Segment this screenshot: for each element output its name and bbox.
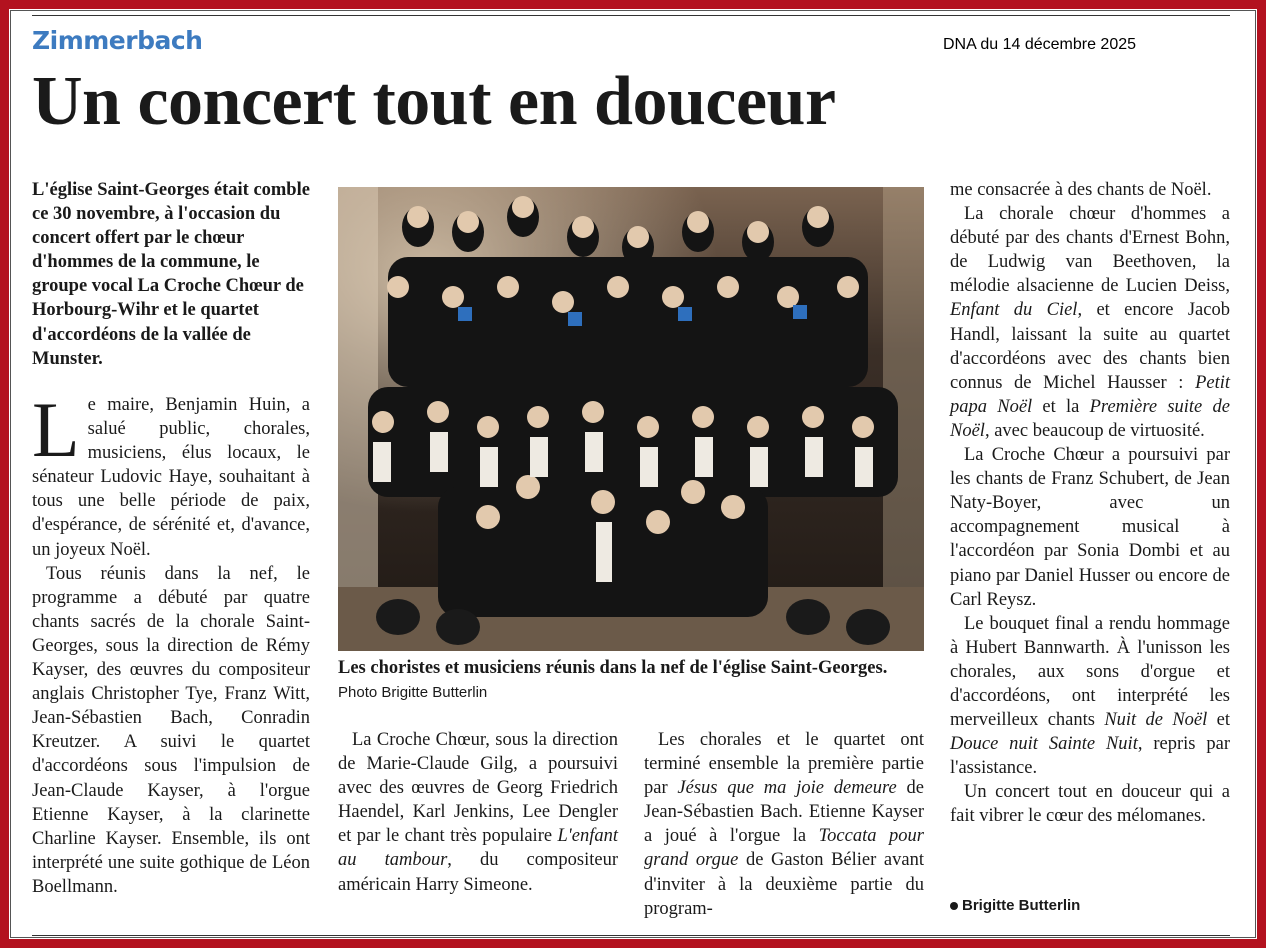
place-kicker: Zimmerbach (32, 26, 203, 55)
song-title: L'enfant au tambour (338, 826, 618, 871)
paragraph: Tous réunis dans la nef, le programme a débuté par quatre chants sacrés de la chorale Saint-Georges, sous la direction de Rémy Kayser, des œuvres du compositeur anglais Christopher Tye, Franz Witt, Jean-Sébastien Bach, Conradin Kreutzer. A suivi le quartet d'accordéons sous l'impulsion de Jean-Claude Kayser, à l'orgue Etienne Kayser, à la clarinette Charline Kayser. Ensemble, ils ont interprété une suite gothique de Léon Boellmann. (32, 563, 310, 897)
text-run: et (1207, 710, 1230, 731)
concert-photo (338, 187, 924, 651)
text-run: , et encore Jacob Handl, laissant la suite au quartet d'accordéons avec des chants bien connus de Michel Hausser : (950, 300, 1230, 393)
paragraph: La Croche Chœur a poursuivi par les chants de Franz Schubert, de Jean Naty-Boyer, avec un accompagnement musical à l'accordéon par Sonia Dombi et au piano par Daniel Husser ou encore de Carl Reysz. (950, 445, 1230, 610)
song-title: Petit papa Noël (950, 372, 1230, 417)
text-run: et la (1032, 396, 1090, 417)
paragraph (644, 728, 924, 921)
song-title: Toccata pour grand orgue (644, 826, 924, 871)
text-run: La chorale chœur d'hommes a débuté par des chants d'Ernest Bohn, de Ludwig van Beethoven, la mélodie alsacienne de Lucien Deiss, (950, 204, 1230, 297)
drop-cap: L (32, 386, 80, 473)
paragraph-text: e maire, Benjamin Huin, a salué public, chorales, musiciens, élus locaux, le sénateur Ludovic Haye, souhaitant à tous une belle période de paix, d'espérance, de sérénité et, d'avance, un joyeux Noël. (32, 395, 310, 560)
source-label: DNA du 14 décembre 2025 (943, 36, 1137, 53)
paragraph: Un concert tout en douceur qui a fait vibrer le cœur des mélomanes. (950, 782, 1230, 827)
text-run: Les chorales et le quartet ont terminé ensemble la première partie par (644, 730, 924, 799)
column-1 (32, 386, 310, 899)
column-3 (644, 728, 924, 921)
text-run: , avec beaucoup de virtuosité. (984, 420, 1205, 441)
text-run: La Croche Chœur, sous la direction de Marie-Claude Gilg, a poursuivi avec des œuvres de Georg Friedrich Haendel, Karl Jenkins, Lee Dengler et par le chant très populaire (338, 730, 618, 847)
paragraph (950, 612, 1230, 781)
paragraph (950, 202, 1230, 443)
song-title: Première suite de Noël (950, 396, 1230, 441)
text-run: , du compositeur américain Harry Simeone. (338, 850, 619, 895)
choir-photo-illustration (338, 187, 924, 651)
song-title: Jésus que ma joie demeure (677, 778, 897, 799)
author-name: Brigitte Butterlin (962, 897, 1081, 914)
bottom-rule (32, 935, 1230, 936)
text-run: de Jean-Sébastien Bach. Etienne Kayser a joué à l'orgue la (644, 778, 925, 847)
top-rule (32, 15, 1230, 16)
photo-credit: Photo Brigitte Butterlin (338, 684, 488, 701)
song-title: Douce nuit Sainte Nuit (950, 734, 1138, 755)
byline (950, 897, 1080, 914)
text-run: de Gaston Bélier avant d'inviter à la deuxième partie du program- (644, 850, 924, 919)
column-4 (950, 178, 1230, 829)
text-run: Le bouquet final a rendu hommage à Hubert Bannwarth. À l'unisson les chorales, aux sons d'orgue et d'accordéons, ont interprété les merveilleux chants (950, 613, 1230, 731)
caption-text: Les choristes et musiciens réunis dans la nef de l'église Saint-Georges. (338, 658, 888, 678)
song-title: Enfant du Ciel (950, 300, 1078, 321)
photo-caption (338, 656, 924, 705)
headline: Un concert tout en douceur (32, 63, 836, 140)
column-2 (338, 728, 618, 897)
paragraph (32, 386, 310, 562)
chapo: L'église Saint-Georges était comble ce 30 novembre, à l'occasion du concert offert par le chœur d'hommes de la commune, le groupe vocal La Croche Chœur de Horbourg-Wihr et le quartet d'accordéons de la vallée de Munster. (32, 180, 310, 369)
paragraph (338, 728, 618, 897)
text-run: , repris par l'assistance. (950, 734, 1230, 779)
song-title: Nuit de Noël (1104, 710, 1208, 731)
bullet-icon (950, 902, 958, 910)
paragraph: me consacrée à des chants de Noël. (950, 180, 1212, 200)
